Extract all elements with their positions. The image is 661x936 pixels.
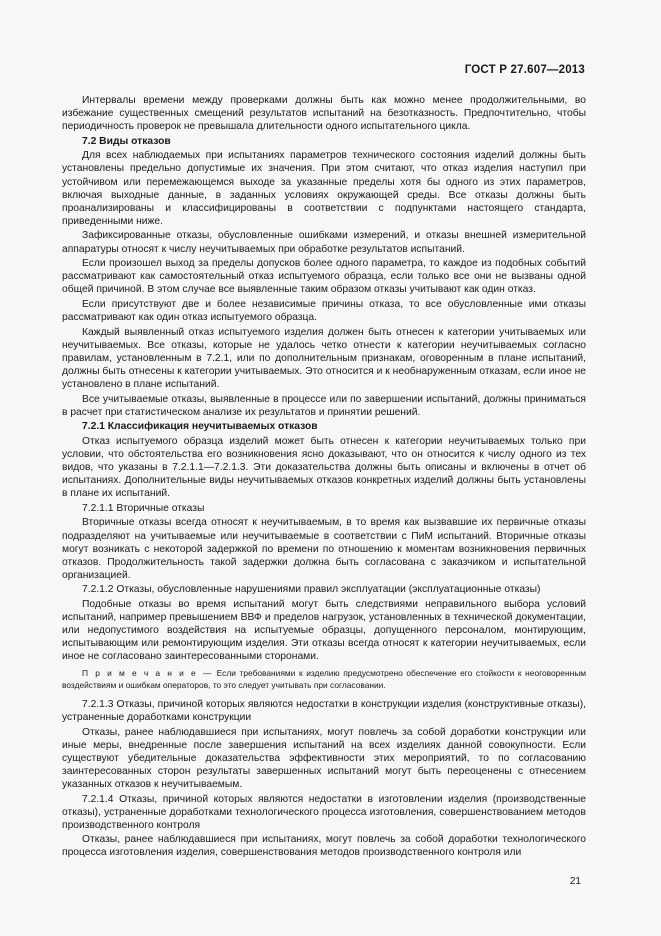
paragraph: Зафиксированные отказы, обусловленные ошибками измерений, и отказы внешней измерительной аппаратуры относят к числу неучитываемых при обработке результатов испытаний. (62, 230, 586, 255)
paragraph: Каждый выявленный отказ испытуемого изделия должен быть отнесен к категории учитываемых или неучитываемых. Все отказы, которые не удалось четко отнести к категории неучитываемых согласно правилам, установленным в 7.2.1, или по дополнительным признакам, оговоренным в плане испытаний, должны быть отнесены к категории учитываемых. Это относится и к необнаруженным отказам, если иное не установлено в плане испытаний. (62, 326, 586, 390)
paragraph: Интервалы времени между проверками должны быть как можно менее продолжительными, во избежание существенных смещений результатов испытаний на безотказность. Предпочтительно, чтобы периодичность проверок не превышала длительности одного испытательного цикла. (62, 95, 586, 133)
body-text (62, 94, 586, 861)
paragraph: Отказ испытуемого образца изделий может быть отнесен к категории неучитываемых только при условии, что обстоятельства его возникновения ясно доказывают, что он относится к числу одного из тех видов, что указаны в 7.2.1.1—7.2.1.3. Эти доказательства должны быть описаны и включены в отчет об испытаниях. Дополнительные виды неучитываемых отказов конкретных изделий должны быть установлены в плане их испытаний. (62, 435, 586, 500)
clause-heading: 7.2.1.3 Отказы, причиной которых являются недостатки в конструкции изделия (конструктивные отказы), устраненные доработками конструкции (62, 698, 586, 723)
paragraph: Для всех наблюдаемых при испытаниях параметров технического состояния изделий должны быть установлены предельно допустимые их значения. При этом считают, что отказ изделия наступил при устойчивом или перемежающемся выходе за указанные пределы хотя бы одного из этих параметров, включая выходные данные, в заданных условиях окружающей среды. Все отказы должны быть проанализированы и классифицированы в соответствии с подпунктами настоящего стандарта, приведенными ниже. (62, 150, 586, 227)
document-code: ГОСТ Р 27.607—2013 (464, 64, 585, 76)
clause-heading: 7.2.1.4 Отказы, причиной которых являются недостатки в изготовлении изделия (производственные отказы), устраненные доработками технологического процесса изготовления, совершенствованием методов производственного контроля (62, 793, 586, 831)
paragraph: Все учитываемые отказы, выявленные в процессе или по завершении испытаний, должны приниматься в расчет при статистическом анализе их результатов и принятии решений. (62, 393, 586, 418)
paragraph: Отказы, ранее наблюдавшиеся при испытаниях, могут повлечь за собой доработки конструкции или иные меры, внедренные после завершения испытаний на всех изделиях данной совокупности. Если существуют убедительные доказательства эффективности этих мероприятий, то по согласованию заинтересованных сторон результаты завершенных испытаний могут быть переоценены с отнесением указанных отказов к неучитываемым. (62, 726, 586, 790)
paragraph: Подобные отказы во время испытаний могут быть следствиями неправильного выбора условий испытаний, например превышением ВВФ и пределов нагрузок, установленных в технической документации, или недопустимого воздействия на испытуемые образцы, допущенного персоналом, монтирующим, испытывающим или ремонтирующим изделия. Эти отказы всегда относят к категории неучитываемых, если иное не согласовано заинтересованными сторонами. (62, 598, 586, 663)
note-text: Если требованиями к изделию предусмотрено обеспечение его стойкости к неоговоренным воздействиям и ошибкам операторов, то это следует учитывать при согласовании. (62, 668, 586, 690)
paragraph: Отказы, ранее наблюдавшиеся при испытаниях, могут повлечь за собой доработки технологического процесса изготовления изделия, совершенствования методов производственного контроля или (62, 834, 586, 859)
subsection-heading: 7.2.1 Классификация неучитываемых отказов (82, 421, 318, 433)
clause-heading: 7.2.1.1 Вторичные отказы (82, 502, 205, 514)
section-heading: 7.2 Виды отказов (82, 135, 171, 147)
note-label: П р и м е ч а н и е — (82, 668, 214, 679)
page-number: 21 (569, 876, 581, 887)
paragraph: Если присутствуют две и более независимые причины отказа, то все обусловленные ими отказы рассматривают как один отказ испытуемого образца. (62, 298, 586, 323)
paragraph: Вторичные отказы всегда относят к неучитываемым, в то время как вызвавшие их первичные отказы подразделяют на учитываемые или неучитываемые в соответствии с ПиМ испытаний. Вторичные отказы могут возникать с некоторой задержкой по времени по отношению к моментам возникновения первичных отказов. Продолжительность такой задержки должна быть согласована с заказчиком и испытательной организацией. (62, 517, 586, 581)
note (62, 668, 586, 690)
clause-heading: 7.2.1.2 Отказы, обусловленные нарушениями правил эксплуатации (эксплуатационные отказы) (82, 584, 541, 596)
paragraph: Если произошел выход за пределы допусков более одного параметра, то каждое из подобных событий рассматривают как самостоятельный отказ испытуемого образца, если только все они не вызваны одной общей причиной. В этом случае все выявленные таким образом отказы учитывают как один отказ. (62, 258, 586, 296)
